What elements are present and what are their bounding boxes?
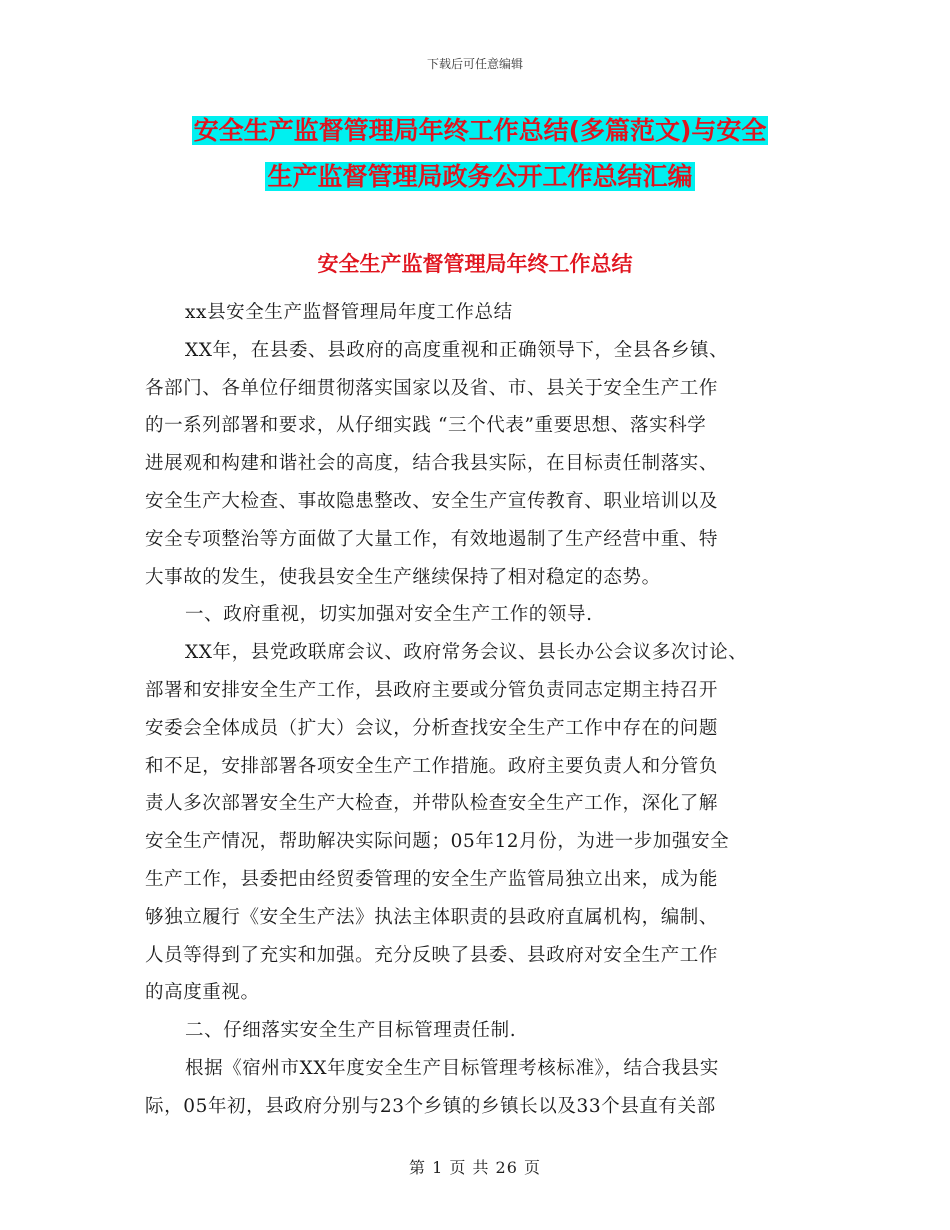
- paragraph-line: 人员等得到了充实和加强。充分反映了县委、县政府对安全生产工作: [145, 944, 719, 966]
- body-text: [145, 294, 813, 1126]
- paragraph-line: xx县安全生产监督管理局年度工作总结: [185, 302, 513, 323]
- section-heading-1: 一、政府重视，切实加强对安全生产工作的领导.: [185, 604, 593, 626]
- header-note: 下载后可任意编辑: [426, 57, 523, 71]
- paragraph-line: 安委会全体成员（扩大）会议，分析查找安全生产工作中存在的问题: [145, 717, 719, 739]
- paragraph-line: 部署和安排安全生产工作，县政府主要或分管负责同志定期主持召开: [145, 679, 719, 701]
- paragraph-line: 和不足，安排部署各项安全生产工作措施。政府主要负责人和分管负: [145, 755, 719, 777]
- paragraph-line: 够独立履行《安全生产法》执法主体职责的县政府直属机构，编制、: [145, 906, 719, 928]
- document-title: [140, 108, 820, 200]
- section-heading-2: 二、仔细落实安全生产目标管理责任制.: [185, 1020, 517, 1042]
- paragraph-line: 各部门、各单位仔细贯彻落实国家以及省、市、县关于安全生产工作: [145, 377, 719, 399]
- paragraph-line: 生产工作，县委把由经贸委管理的安全生产监管局独立出来，成为能: [145, 868, 719, 890]
- paragraph-line: 安全专项整治等方面做了大量工作，有效地遏制了生产经营中重、特: [145, 528, 719, 550]
- paragraph-line: 根据《宿州市XX年度安全生产目标管理考核标准》，结合我县实: [185, 1057, 719, 1079]
- paragraph-line: 责人多次部署安全生产大检查，并带队检查安全生产工作，深化了解: [145, 793, 719, 815]
- paragraph-line: 大事故的发生，使我县安全生产继续保持了相对稳定的态势。: [145, 566, 661, 588]
- paragraph-line: XX年，在县委、县政府的高度重视和正确领导下，全县各乡镇、: [185, 339, 729, 361]
- paragraph-line: 安全生产大检查、事故隐患整改、安全生产宣传教育、职业培训以及: [145, 490, 719, 512]
- section-title: 安全生产监督管理局年终工作总结: [317, 252, 633, 276]
- paragraph-line: 安全生产情况，帮助解决实际问题；05年12月份，为进一步加强安全: [145, 831, 730, 853]
- paragraph-line: 的一系列部署和要求，从仔细实践 “三个代表”重要思想、落实科学: [145, 415, 707, 437]
- paragraph-line: 际，05年初，县政府分别与23个乡镇的乡镇长以及33个县直有关部: [145, 1095, 716, 1117]
- paragraph-line: XX年，县党政联席会议、政府常务会议、县长办公会议多次讨论、: [185, 642, 748, 664]
- paragraph-line: 的高度重视。: [145, 982, 260, 1004]
- title-line-2: 生产监督管理局政务公开工作总结汇编: [267, 162, 693, 191]
- page-footer: 第 1 页 共 26 页: [409, 1158, 541, 1177]
- title-line-1: 安全生产监督管理局年终工作总结(多篇范文)与安全: [193, 116, 767, 145]
- paragraph-line: 进展观和构建和谐社会的高度，结合我县实际，在目标责任制落实、: [145, 453, 719, 475]
